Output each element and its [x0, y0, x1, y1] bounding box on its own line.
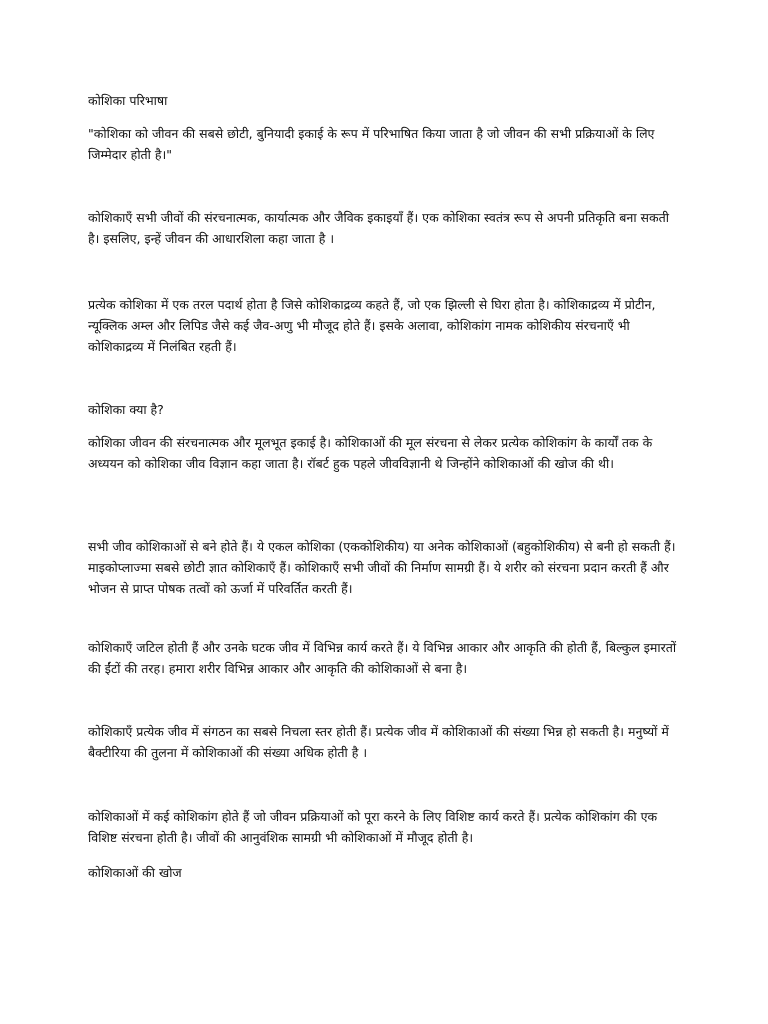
- heading-discovery-of-cells: कोशिकाओं की खोज: [88, 865, 182, 880]
- paragraph-organisms-made-of-cells: सभी जीव कोशिकाओं से बने होते हैं। ये एकल कोशिका (एककोशिकीय) या अनेक कोशिकाओं (बहुकोशिकीय) से बनी हो सकती हैं। माइकोप्लाज्मा सबसे छोटी ज्ञात कोशिकाएँ हैं। कोशिकाएँ सभी जीवों की निर्माण सामग्री हैं। ये शरीर को संरचना प्रदान करती हैं और भोजन से प्राप्त पोषक तत्वों को ऊर्जा में परिवर्तित करती हैं।: [88, 539, 676, 596]
- paragraph-organelles: कोशिकाओं में कई कोशिकांग होते हैं जो जीवन प्रक्रियाओं को पूरा करने के लिए विशिष्ट कार्य करते हैं। प्रत्येक कोशिकांग की एक विशिष्ट संरचना होती है। जीवों की आनुवंशिक सामग्री भी कोशिकाओं में मौजूद होती है।: [88, 809, 658, 845]
- heading-cell-definition: कोशिका परिभाषा: [88, 93, 168, 108]
- paragraph-cells-units: कोशिकाएँ सभी जीवों की संरचनात्मक, कार्यात्मक और जैविक इकाइयाँ हैं। एक कोशिका स्वतंत्र रूप से अपनी प्रतिकृति बना सकती है। इसलिए, इन्हें जीवन की आधारशिला कहा जाता है ।: [88, 210, 669, 246]
- quote-cell-definition: "कोशिका को जीवन की सबसे छोटी, बुनियादी इकाई के रूप में परिभाषित किया जाता है जो जीवन की सभी प्रक्रियाओं के लिए जिम्मेदार होती है।": [88, 126, 655, 162]
- heading-what-is-cell: कोशिका क्या है?: [88, 402, 164, 417]
- paragraph-cytoplasm: प्रत्येक कोशिका में एक तरल पदार्थ होता है जिसे कोशिकाद्रव्य कहते हैं, जो एक झिल्ली से घिरा होता है। कोशिकाद्रव्य में प्रोटीन, न्यूक्लिक अम्ल और लिपिड जैसे कई जैव-अणु भी मौजूद होते हैं। इसके अलावा, कोशिकांग नामक कोशिकीय संरचनाएँ भी कोशिकाद्रव्य में निलंबित रहती हैं।: [88, 297, 656, 354]
- paragraph-organization-level: कोशिकाएँ प्रत्येक जीव में संगठन का सबसे निचला स्तर होती हैं। प्रत्येक जीव में कोशिकाओं की संख्या भिन्न हो सकती है। मनुष्यों में बैक्टीरिया की तुलना में कोशिकाओं की संख्या अधिक होती है ।: [88, 724, 669, 760]
- paragraph-cell-shapes: कोशिकाएँ जटिल होती हैं और उनके घटक जीव में विभिन्न कार्य करते हैं। ये विभिन्न आकार और आकृति की होती हैं, बिल्कुल इमारतों की ईंटों की तरह। हमारा शरीर विभिन्न आकार और आकृति की कोशिकाओं से बना है।: [88, 640, 677, 676]
- paragraph-cell-biology: कोशिका जीवन की संरचनात्मक और मूलभूत इकाई है। कोशिकाओं की मूल संरचना से लेकर प्रत्येक कोशिकांग के कार्यों तक के अध्ययन को कोशिका जीव विज्ञान कहा जाता है। रॉबर्ट हुक पहले जीवविज्ञानी थे जिन्होंने कोशिकाओं की खोज की थी।: [88, 435, 653, 471]
